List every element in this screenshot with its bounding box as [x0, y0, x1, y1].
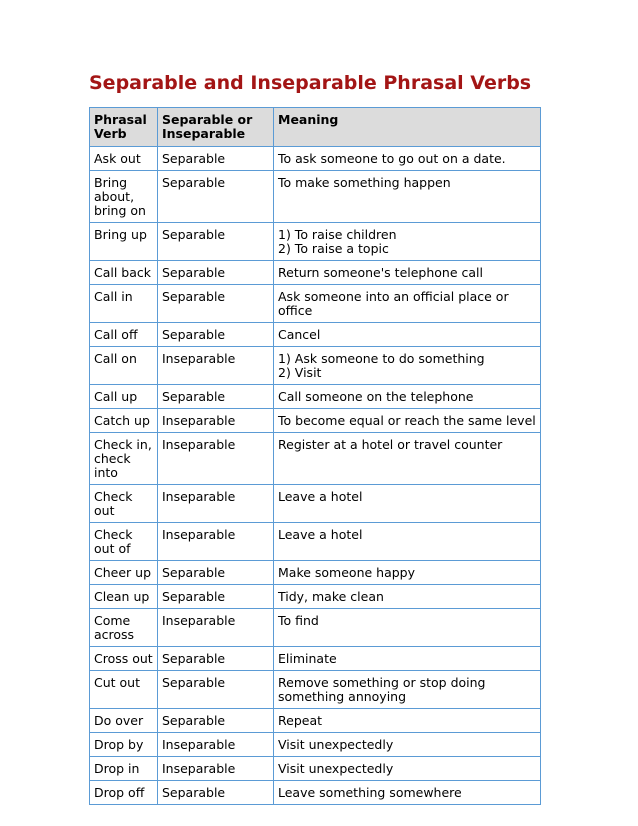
- table-row: [90, 757, 541, 781]
- meaning-line: Eliminate: [278, 651, 337, 666]
- meaning-line: Visit unexpectedly: [278, 737, 394, 752]
- meaning-line: Leave something somewhere: [278, 785, 462, 800]
- table-row: [90, 647, 541, 671]
- meaning-line: Remove something or stop doing something annoying: [278, 675, 486, 704]
- meaning-line: Call someone on the telephone: [278, 389, 474, 404]
- meaning-line: Return someone's telephone call: [278, 265, 483, 280]
- meaning-cell: [274, 585, 541, 609]
- meaning-cell: [274, 485, 541, 523]
- meaning-cell: [274, 647, 541, 671]
- separability-cell: Inseparable: [158, 433, 274, 485]
- header-meaning: Meaning: [274, 108, 541, 147]
- verb-cell: Cheer up: [90, 561, 158, 585]
- page-title: Separable and Inseparable Phrasal Verbs: [89, 72, 532, 94]
- table-row: [90, 609, 541, 647]
- verb-cell: Catch up: [90, 409, 158, 433]
- verb-cell: Drop by: [90, 733, 158, 757]
- verb-cell: Check out: [90, 485, 158, 523]
- meaning-line: To ask someone to go out on a date.: [278, 151, 506, 166]
- verb-cell: Call on: [90, 347, 158, 385]
- table-row: [90, 733, 541, 757]
- separability-cell: Separable: [158, 671, 274, 709]
- meaning-cell: [274, 523, 541, 561]
- table-header-row: [90, 108, 541, 147]
- table-row: [90, 147, 541, 171]
- separability-cell: Inseparable: [158, 733, 274, 757]
- separability-cell: Inseparable: [158, 485, 274, 523]
- verb-cell: Do over: [90, 709, 158, 733]
- verb-cell: Cross out: [90, 647, 158, 671]
- table-row: [90, 485, 541, 523]
- verb-cell: Cut out: [90, 671, 158, 709]
- table-row: [90, 223, 541, 261]
- meaning-cell: [274, 261, 541, 285]
- meaning-line: 1) To raise children: [278, 227, 397, 242]
- meaning-line: To find: [278, 613, 319, 628]
- separability-cell: Separable: [158, 647, 274, 671]
- separability-cell: Inseparable: [158, 757, 274, 781]
- table-row: [90, 433, 541, 485]
- table-row: [90, 285, 541, 323]
- separability-cell: Inseparable: [158, 347, 274, 385]
- meaning-cell: [274, 147, 541, 171]
- meaning-line: 1) Ask someone to do something: [278, 351, 485, 366]
- table-row: [90, 385, 541, 409]
- verb-cell: Drop in: [90, 757, 158, 781]
- meaning-line: 2) To raise a topic: [278, 241, 389, 256]
- meaning-line: To make something happen: [278, 175, 451, 190]
- separability-cell: Separable: [158, 147, 274, 171]
- meaning-cell: [274, 671, 541, 709]
- verb-cell: Call back: [90, 261, 158, 285]
- meaning-line: Leave a hotel: [278, 527, 363, 542]
- table-row: [90, 781, 541, 805]
- verb-cell: Call up: [90, 385, 158, 409]
- separability-cell: Separable: [158, 781, 274, 805]
- meaning-cell: [274, 609, 541, 647]
- meaning-cell: [274, 733, 541, 757]
- table-row: [90, 523, 541, 561]
- verb-cell: Come across: [90, 609, 158, 647]
- table-row: [90, 671, 541, 709]
- header-separable: Separable or Inseparable: [158, 108, 274, 147]
- verb-cell: Bring up: [90, 223, 158, 261]
- meaning-line: Make someone happy: [278, 565, 416, 580]
- verb-cell: Ask out: [90, 147, 158, 171]
- meaning-line: Cancel: [278, 327, 321, 342]
- separability-cell: Separable: [158, 171, 274, 223]
- meaning-cell: [274, 709, 541, 733]
- header-phrasal-verb: Phrasal Verb: [90, 108, 158, 147]
- meaning-cell: [274, 757, 541, 781]
- table-row: [90, 171, 541, 223]
- meaning-cell: [274, 223, 541, 261]
- meaning-cell: [274, 409, 541, 433]
- separability-cell: Inseparable: [158, 609, 274, 647]
- separability-cell: Separable: [158, 585, 274, 609]
- table-row: [90, 409, 541, 433]
- meaning-cell: [274, 781, 541, 805]
- phrasal-verbs-table: [89, 107, 541, 805]
- verb-cell: Call in: [90, 285, 158, 323]
- meaning-cell: [274, 171, 541, 223]
- meaning-line: Register at a hotel or travel counter: [278, 437, 503, 452]
- separability-cell: Separable: [158, 709, 274, 733]
- meaning-line: Ask someone into an official place or office: [278, 289, 509, 318]
- meaning-cell: [274, 285, 541, 323]
- separability-cell: Separable: [158, 323, 274, 347]
- table-row: [90, 585, 541, 609]
- meaning-cell: [274, 347, 541, 385]
- verb-cell: Call off: [90, 323, 158, 347]
- separability-cell: Separable: [158, 285, 274, 323]
- meaning-line: Repeat: [278, 713, 323, 728]
- meaning-line: 2) Visit: [278, 365, 322, 380]
- separability-cell: Separable: [158, 385, 274, 409]
- meaning-line: Leave a hotel: [278, 489, 363, 504]
- separability-cell: Separable: [158, 561, 274, 585]
- meaning-cell: [274, 385, 541, 409]
- table-row: [90, 261, 541, 285]
- meaning-cell: [274, 433, 541, 485]
- meaning-line: Visit unexpectedly: [278, 761, 394, 776]
- table-row: [90, 347, 541, 385]
- verb-cell: Bring about, bring on: [90, 171, 158, 223]
- separability-cell: Inseparable: [158, 523, 274, 561]
- verb-cell: Clean up: [90, 585, 158, 609]
- separability-cell: Inseparable: [158, 409, 274, 433]
- table-row: [90, 323, 541, 347]
- verb-cell: Check in, check into: [90, 433, 158, 485]
- meaning-cell: [274, 561, 541, 585]
- separability-cell: Separable: [158, 261, 274, 285]
- table-row: [90, 561, 541, 585]
- meaning-line: To become equal or reach the same level: [278, 413, 536, 428]
- meaning-cell: [274, 323, 541, 347]
- meaning-line: Tidy, make clean: [278, 589, 384, 604]
- verb-cell: Check out of: [90, 523, 158, 561]
- verb-cell: Drop off: [90, 781, 158, 805]
- table-row: [90, 709, 541, 733]
- separability-cell: Separable: [158, 223, 274, 261]
